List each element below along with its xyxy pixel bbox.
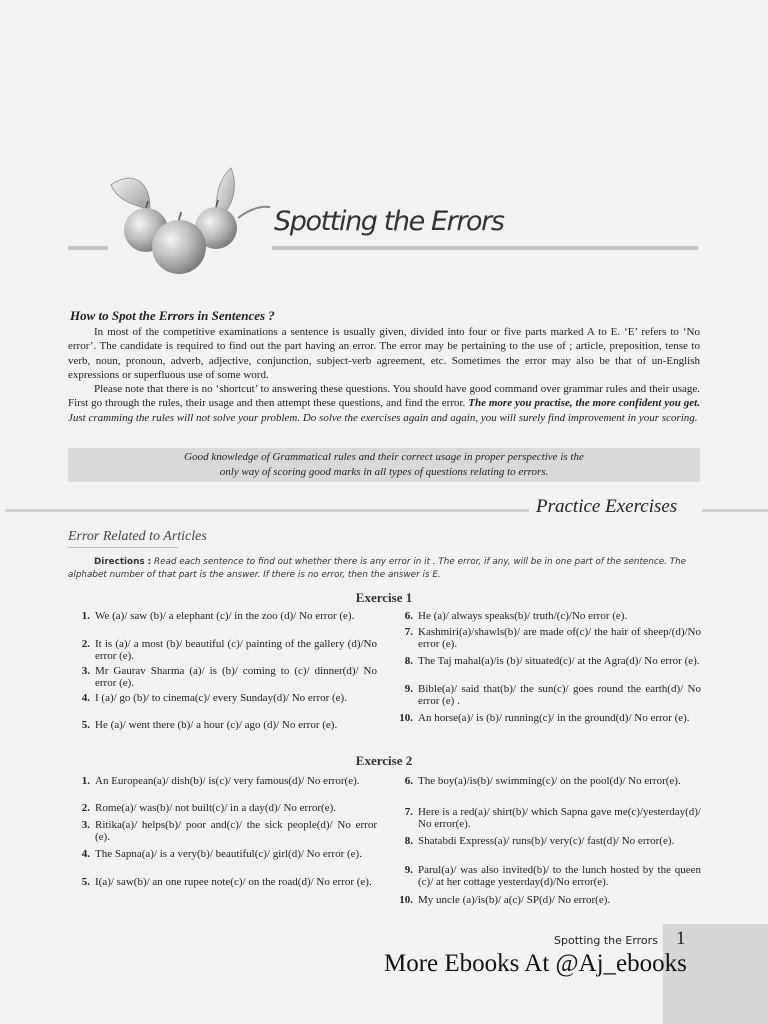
question-text: Here is a red(a)/ shirt(b)/ which Sapna gave me(c)/yesterday(d)/ No error(e). (418, 806, 701, 830)
question-number: 2. (81, 802, 90, 814)
question-number: 8. (404, 835, 413, 847)
list-item (68, 720, 377, 732)
question-text: An European(a)/ dish(b)/ is(c)/ very famous(d)/ No error(e). (95, 775, 360, 787)
practice-title: Practice Exercises (536, 496, 678, 517)
question-number: 8. (404, 655, 413, 667)
chapter-title: Spotting the Errors (274, 206, 504, 237)
footer-chapter-name: Spotting the Errors (554, 934, 658, 947)
list-item (68, 803, 377, 815)
footer-promo-text: More Ebooks At @Aj_ebooks (384, 950, 687, 977)
list-item (68, 693, 377, 705)
list-item (391, 895, 701, 907)
list-item (391, 776, 701, 788)
title-rule-left (68, 246, 108, 250)
list-item (68, 611, 377, 623)
question-number: 4. (81, 692, 90, 704)
question-number: 10. (399, 894, 413, 906)
list-item (391, 713, 701, 725)
question-number: 6. (404, 610, 413, 622)
intro-paragraph-2-text: Please note that there is no ‘shortcut’ to answering these questions. You should have good command over grammar rules and their usage. First go through the rules, their usage and then attempt these questions, and find the error. (68, 383, 700, 410)
question-text: Kashmiri(a)/shawls(b)/ are made of(c)/ the hair of sheep/(d)/No error (e). (418, 626, 701, 650)
question-text: Shatabdi Express(a)/ runs(b)/ very(c)/ fast(d)/ No error(e). (418, 835, 675, 847)
question-number: 1. (81, 775, 90, 787)
question-number: 1. (81, 610, 90, 622)
question-number: 9. (404, 683, 413, 695)
question-number: 7. (404, 806, 413, 818)
question-text: I (a)/ go (b)/ to cinema(c)/ every Sunday(d)/ No error (e). (95, 692, 347, 704)
question-text: My uncle (a)/is(b)/ a(c)/ SP(d)/ No error(e). (418, 894, 611, 906)
practice-rule-right (702, 509, 768, 512)
intro-emphasis: The more you practise, the more confident you get. (468, 397, 700, 410)
question-number: 4. (81, 848, 90, 860)
question-number: 6. (404, 775, 413, 787)
list-item (391, 627, 701, 650)
title-rule-right (272, 246, 698, 250)
apples-illustration (106, 160, 276, 280)
question-text: The Taj mahal(a)/is (b)/ situated(c)/ at the Agra(d)/ No error (e). (418, 655, 700, 667)
exercise-2-title: Exercise 2 (355, 753, 413, 768)
question-text: The boy(a)/is(b)/ swimming(c)/ on the pool(d)/ No error(e). (418, 775, 681, 787)
question-number: 9. (404, 864, 413, 876)
question-number: 5. (81, 719, 90, 731)
question-text: Bible(a)/ said that(b)/ the sun(c)/ goes round the earth(d)/ No error (e) . (418, 683, 701, 707)
question-text: The Sapna(a)/ is a very(b)/ beautiful(c)/ girl(d)/ No error (e). (95, 848, 362, 860)
list-item (68, 849, 377, 861)
tip-line-2: only way of scoring good marks in all types of questions relating to errors. (219, 465, 549, 478)
list-item (391, 611, 701, 623)
question-number: 5. (81, 876, 90, 888)
list-item (68, 877, 377, 889)
tip-line-1: Good knowledge of Grammatical rules and their correct usage in proper perspective is the (184, 451, 584, 463)
directions-label: Directions : (94, 557, 152, 567)
list-item (391, 656, 701, 668)
list-item (68, 820, 377, 843)
section-heading: How to Spot the Errors in Sentences ? (70, 308, 275, 323)
intro-paragraph-2 (68, 382, 700, 425)
practice-rule-left (5, 509, 529, 512)
question-text: He (a)/ went there (b)/ a hour (c)/ ago (d)/ No error (e). (95, 719, 338, 731)
question-text: Parul(a)/ was also invited(b)/ to the lunch hosted by the queen (c)/ at her cottage yesterday(d)/No error(e). (418, 864, 701, 888)
question-number: 3. (81, 665, 90, 677)
list-item (68, 639, 377, 662)
question-text: Ritika(a)/ helps(b)/ poor and(c)/ the sick people(d)/ No error (e). (95, 819, 377, 843)
error-section-underline (68, 547, 178, 548)
error-section-heading: Error Related to Articles (68, 529, 207, 544)
list-item (68, 776, 377, 788)
directions (68, 556, 700, 582)
question-text: It is (a)/ a most (b)/ beautiful (c)/ painting of the gallery (d)/No error (e). (95, 638, 377, 662)
intro-italic-note: Just cramming the rules will not solve your problem. Do solve the exercises again and again, you will surely find improvement in your scoring. (68, 411, 698, 424)
tip-box (68, 448, 700, 482)
list-item (391, 807, 701, 830)
question-text: Rome(a)/ was(b)/ not built(c)/ in a day(d)/ No error(e). (95, 802, 336, 814)
question-number: 7. (404, 626, 413, 638)
list-item (391, 684, 701, 707)
list-item (391, 865, 701, 888)
question-number: 3. (81, 819, 90, 831)
question-text: He (a)/ always speaks(b)/ truth/(c)/No error (e). (418, 610, 628, 622)
question-number: 2. (81, 638, 90, 650)
footer-page-number: 1 (676, 928, 686, 949)
intro-paragraph-1 (68, 325, 700, 382)
intro-paragraph-1-text: In most of the competitive examinations a sentence is usually given, divided into four or five parts marked A to E. ‘E’ refers to ‘No error’. The candidate is required to find out the part having an error. The error may be pertaining to the use of ; article, preposition, tense to verb, noun, pronoun, adverb, adjective, conjunction, subject-verb agreement, etc. Sometimes the error may also be that of un-English expressions or superfluous use of some word. (68, 326, 700, 381)
question-text: We (a)/ saw (b)/ a elephant (c)/ in the zoo (d)/ No error (e). (95, 610, 355, 622)
question-number: 10. (399, 712, 413, 724)
question-text: Mr Gaurav Sharma (a)/ is (b)/ coming to (c)/ dinner(d)/ No error (e). (95, 665, 377, 689)
question-text: An horse(a)/ is (b)/ running(c)/ in the ground(d)/ No error (e). (418, 712, 690, 724)
list-item (391, 836, 701, 848)
directions-text: Read each sentence to find out whether there is any error in it . The error, if any, will be in one part of the sentence. The alphabet number of that part is the answer. If there is no error, then the answer is E. (68, 557, 687, 580)
exercise-1-title: Exercise 1 (355, 590, 413, 605)
list-item (68, 666, 377, 689)
question-text: I(a)/ saw(b)/ an one rupee note(c)/ on the road(d)/ No error (e). (95, 876, 372, 888)
